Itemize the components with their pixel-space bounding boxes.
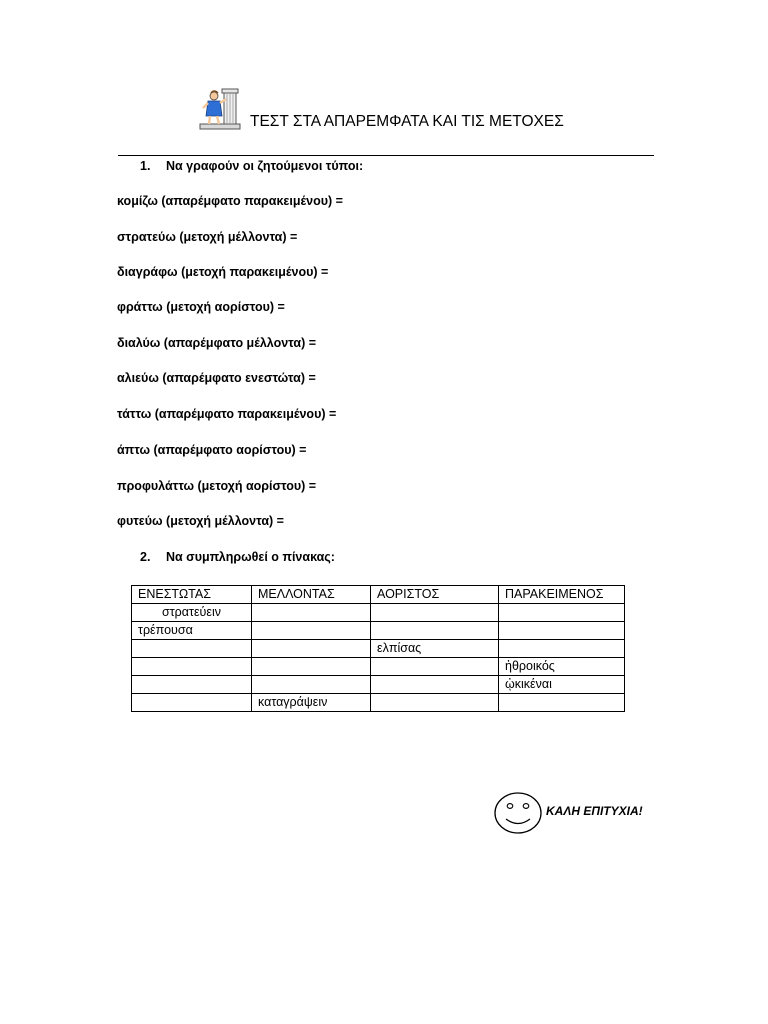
exercise-line-4: φράττω (μετοχή αορίστου) =	[117, 300, 285, 314]
ancient-greek-figure-with-column-icon	[196, 86, 244, 132]
table-cell: τρέπουσα	[132, 622, 252, 640]
table-cell	[252, 676, 371, 694]
table-cell	[499, 694, 625, 712]
table-cell	[132, 694, 252, 712]
table-cell	[252, 622, 371, 640]
table-cell	[132, 676, 252, 694]
table-cell: ἠθροικός	[499, 658, 625, 676]
exercise-line-2: στρατεύω (μετοχή μέλλοντα) =	[117, 230, 298, 244]
question-1-number: 1.	[140, 159, 151, 173]
table-cell	[371, 622, 499, 640]
table-cell	[371, 676, 499, 694]
table-row	[132, 676, 625, 694]
header-cell: ΕΝΕΣΤΩΤΑΣ	[132, 586, 252, 604]
header-cell: ΠΑΡΑΚΕΙΜΕΝΟΣ	[499, 586, 625, 604]
table-header-row	[132, 586, 625, 604]
smiley-face-icon	[494, 792, 542, 834]
exercise-line-10: φυτεύω (μετοχή μέλλοντα) =	[117, 514, 284, 528]
table-cell: στρατεύειν	[132, 604, 252, 622]
table-cell	[252, 640, 371, 658]
table-cell	[499, 640, 625, 658]
table-row	[132, 622, 625, 640]
exercise-line-8: άπτω (απαρέμφατο αορίστου) =	[117, 443, 307, 457]
header-cell: ΑΟΡΙΣΤΟΣ	[371, 586, 499, 604]
table-cell	[132, 658, 252, 676]
header-cell: ΜΕΛΛΟΝΤΑΣ	[252, 586, 371, 604]
table-row	[132, 694, 625, 712]
table-cell: καταγράψειν	[252, 694, 371, 712]
question-2-number: 2.	[140, 550, 151, 564]
table-cell: ελπίσας	[371, 640, 499, 658]
exercise-line-7: τάττω (απαρέμφατο παρακειμένου) =	[117, 407, 337, 421]
table-row	[132, 604, 625, 622]
exercise-line-5: διαλύω (απαρέμφατο μέλλοντα) =	[117, 336, 317, 350]
question-1-text: Να γραφούν οι ζητούμενοι τύποι:	[166, 159, 364, 173]
title-divider	[118, 155, 654, 156]
table-cell	[252, 658, 371, 676]
table-row	[132, 658, 625, 676]
good-luck-message: ΚΑΛΗ ΕΠΙΤΥΧΙΑ!	[546, 804, 643, 818]
exercise-line-6: αλιεύω (απαρέμφατο ενεστώτα) =	[117, 371, 316, 385]
table-cell	[371, 604, 499, 622]
table-cell	[371, 694, 499, 712]
exercise-line-9: προφυλάττω (μετοχή αορίστου) =	[117, 479, 317, 493]
table-cell	[499, 604, 625, 622]
exercise-line-1: κομίζω (απαρέμφατο παρακειμένου) =	[117, 194, 343, 208]
table-cell	[499, 622, 625, 640]
table-cell: ᾠκικέναι	[499, 676, 625, 694]
page-title: ΤΕΣΤ ΣΤΑ ΑΠΑΡΕΜΦΑΤΑ ΚΑΙ ΤΙΣ ΜΕΤΟΧΕΣ	[250, 113, 564, 130]
table-cell	[371, 658, 499, 676]
table-row	[132, 640, 625, 658]
table-cell	[132, 640, 252, 658]
exercise-line-3: διαγράφω (μετοχή παρακειμένου) =	[117, 265, 329, 279]
question-2-heading	[140, 550, 335, 564]
verb-forms-table	[131, 585, 625, 712]
question-1-heading	[140, 159, 363, 173]
question-2-text: Να συμπληρωθεί ο πίνακας:	[166, 550, 335, 564]
table-cell	[252, 604, 371, 622]
